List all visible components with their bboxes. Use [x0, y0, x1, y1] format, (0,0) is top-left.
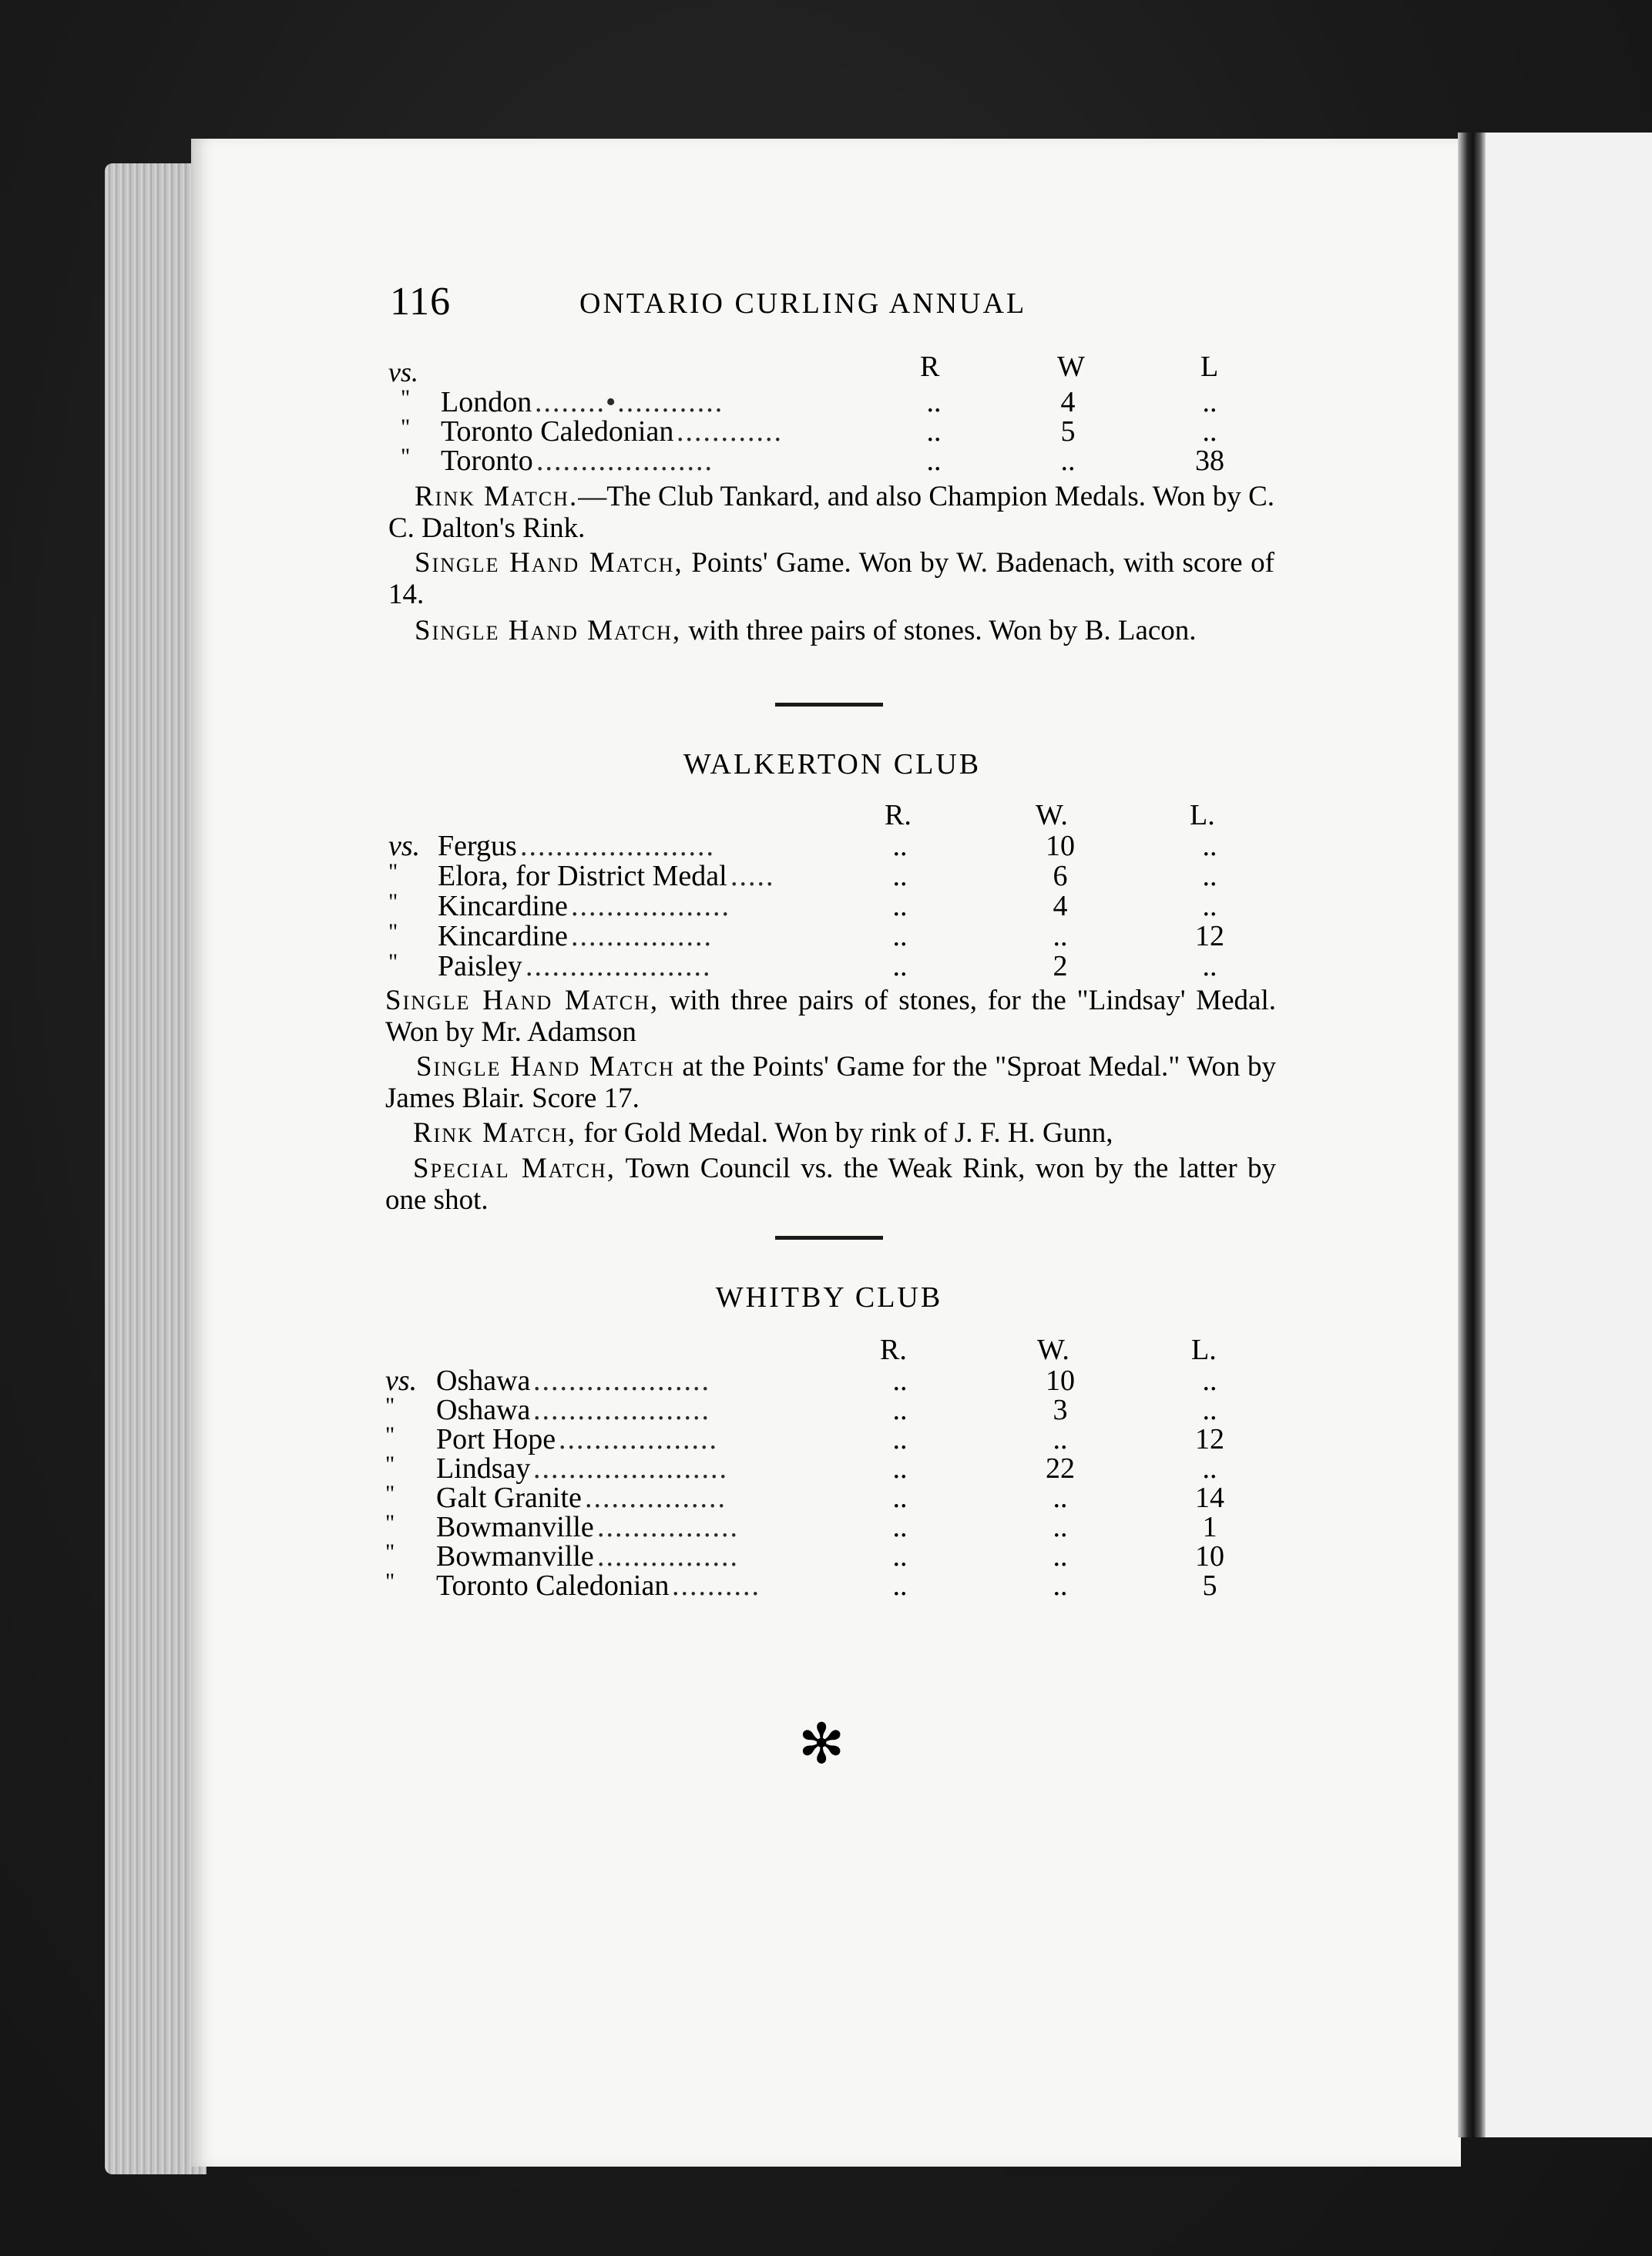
- row-cell-w: ..: [1053, 1423, 1068, 1455]
- row-prefix: ": [388, 889, 398, 915]
- top-col-r: R: [920, 351, 940, 383]
- row-cell-l: ..: [1202, 1394, 1217, 1426]
- top-vs-label: vs.: [388, 357, 418, 388]
- table-row: [0, 919, 1224, 952]
- top-col-l: L: [1200, 351, 1219, 383]
- table-row: [0, 889, 1217, 922]
- book-spine: [1458, 133, 1486, 2137]
- row-opponent: Elora, for District Medal: [438, 860, 727, 892]
- note-rink-match: Rink Match.—The Club Tankard, and also Champion Medals. Won by C. C. Dalton's Rink.: [388, 481, 1275, 544]
- row-cell-w: 5: [1060, 415, 1076, 448]
- row-cell-w: ..: [1053, 920, 1068, 952]
- row-prefix: ": [401, 444, 411, 469]
- row-opponent: Paisley: [438, 950, 522, 982]
- row-cell-w: 6: [1053, 860, 1068, 892]
- row-cell-r: ..: [892, 950, 908, 982]
- row-cell-l: 5: [1202, 1569, 1217, 1602]
- row-cell-l: ..: [1202, 1452, 1217, 1485]
- row-opponent: Bowmanville: [436, 1540, 594, 1573]
- row-prefix: ": [388, 949, 398, 975]
- row-opponent: Bowmanville: [436, 1511, 594, 1543]
- row-cell-r: ..: [892, 860, 908, 892]
- row-leader-dots: .....: [730, 860, 775, 892]
- table-row: [0, 1393, 1217, 1426]
- row-cell-w: 3: [1053, 1394, 1068, 1426]
- row-opponent: Fergus: [438, 830, 517, 862]
- row-cell-w: ..: [1053, 1511, 1068, 1543]
- row-cell-r: ..: [892, 920, 908, 952]
- row-prefix: ": [385, 1422, 395, 1448]
- tailpiece-ornament: ✻: [798, 1714, 845, 1775]
- row-cell-r: ..: [892, 1365, 908, 1397]
- row-cell-w: 22: [1046, 1452, 1075, 1485]
- row-leader-dots: ..........: [672, 1569, 761, 1602]
- table-row: [0, 385, 1217, 418]
- row-cell-r: ..: [892, 1452, 908, 1485]
- row-leader-dots: ......................: [520, 830, 715, 862]
- table-row: [0, 1510, 1217, 1543]
- row-opponent: Toronto Caledonian: [441, 415, 674, 448]
- row-cell-r: ..: [926, 386, 942, 418]
- walkerton-col-w: W.: [1036, 799, 1068, 831]
- row-prefix: ": [388, 859, 398, 885]
- row-leader-dots: ................: [571, 920, 713, 952]
- table-row: [0, 415, 1217, 448]
- whitby-title: WHITBY CLUB: [715, 1281, 943, 1314]
- row-cell-r: ..: [892, 890, 908, 922]
- row-leader-dots: ......................: [533, 1452, 728, 1485]
- row-leader-dots: ....................: [536, 445, 714, 477]
- row-cell-l: 1: [1202, 1511, 1217, 1543]
- row-leader-dots: ..................: [559, 1423, 718, 1455]
- whitby-col-w: W.: [1037, 1334, 1069, 1366]
- row-leader-dots: ................: [597, 1511, 739, 1543]
- note-single-hand-points: Single Hand Match, Points' Game. Won by W. Badenach, with score of 14.: [388, 547, 1274, 610]
- row-cell-r: ..: [892, 830, 908, 862]
- row-leader-dots: ............: [677, 415, 783, 448]
- row-cell-l: ..: [1202, 890, 1217, 922]
- row-opponent: Kincardine: [438, 890, 568, 922]
- table-row: [0, 1569, 1217, 1602]
- row-cell-r: ..: [892, 1540, 908, 1573]
- whitby-col-l: L.: [1191, 1334, 1217, 1366]
- section-divider-2: [775, 1236, 883, 1240]
- table-row: [0, 859, 1217, 892]
- row-cell-w: 10: [1046, 830, 1075, 862]
- row-opponent: Kincardine: [438, 920, 568, 952]
- row-opponent: Port Hope: [436, 1423, 556, 1455]
- row-leader-dots: ....................: [533, 1365, 710, 1397]
- row-cell-r: ..: [892, 1482, 908, 1514]
- facing-page: [1481, 133, 1652, 2137]
- walkerton-note-lindsay: Single Hand Match, with three pairs of stones, for the "Lindsay' Medal. Won by Mr. Adamson: [385, 985, 1276, 1048]
- walkerton-col-r: R.: [885, 799, 912, 831]
- row-cell-r: ..: [892, 1423, 908, 1455]
- row-cell-l: 10: [1195, 1540, 1224, 1573]
- row-leader-dots: ................: [597, 1540, 739, 1573]
- row-cell-r: ..: [892, 1569, 908, 1602]
- row-cell-r: ..: [892, 1394, 908, 1426]
- row-cell-w: 2: [1053, 950, 1068, 982]
- row-cell-w: ..: [1053, 1482, 1068, 1514]
- row-leader-dots: ..................: [571, 890, 730, 922]
- row-prefix: ": [401, 415, 411, 440]
- row-cell-w: ..: [1060, 445, 1076, 477]
- row-prefix: ": [385, 1510, 395, 1536]
- row-leader-dots: ........•............: [535, 386, 724, 418]
- row-cell-r: ..: [892, 1511, 908, 1543]
- row-opponent: London: [441, 386, 532, 418]
- walkerton-title: WALKERTON CLUB: [683, 748, 982, 781]
- row-prefix: ": [388, 919, 398, 945]
- whitby-col-r: R.: [880, 1334, 907, 1366]
- row-opponent: Galt Granite: [436, 1482, 582, 1514]
- row-opponent: Toronto: [441, 445, 533, 477]
- row-cell-l: ..: [1202, 830, 1217, 862]
- row-opponent: Lindsay: [436, 1452, 531, 1485]
- row-cell-l: ..: [1202, 1365, 1217, 1397]
- table-row: [0, 829, 1217, 862]
- row-prefix: ": [401, 385, 411, 411]
- row-prefix: ": [385, 1539, 395, 1565]
- row-cell-r: ..: [926, 445, 942, 477]
- row-prefix: vs.: [385, 1365, 418, 1397]
- row-cell-l: ..: [1202, 950, 1217, 982]
- row-prefix: ": [385, 1393, 395, 1418]
- row-cell-w: ..: [1053, 1569, 1068, 1602]
- page-header: [390, 279, 1160, 325]
- row-leader-dots: .....................: [525, 950, 712, 982]
- table-row: [0, 949, 1217, 982]
- table-row: [0, 1364, 1217, 1397]
- walkerton-col-l: L.: [1190, 799, 1215, 831]
- walkerton-note-sproat: Single Hand Match at the Points' Game for the "Sproat Medal." Won by James Blair. Score 17.: [385, 1051, 1276, 1114]
- row-leader-dots: ....................: [533, 1394, 710, 1426]
- row-cell-w: 4: [1060, 386, 1076, 418]
- row-cell-l: 12: [1195, 1423, 1224, 1455]
- row-cell-l: ..: [1202, 415, 1217, 448]
- row-prefix: ": [385, 1481, 395, 1506]
- row-cell-l: ..: [1202, 860, 1217, 892]
- row-cell-w: 4: [1053, 890, 1068, 922]
- row-cell-l: 12: [1195, 920, 1224, 952]
- row-leader-dots: ................: [585, 1482, 727, 1514]
- row-cell-r: ..: [926, 415, 942, 448]
- row-opponent: Oshawa: [436, 1394, 531, 1426]
- row-cell-w: ..: [1053, 1540, 1068, 1573]
- walkerton-note-special: Special Match, Town Council vs. the Weak Rink, won by the latter by one shot.: [385, 1153, 1277, 1216]
- note-single-hand-stones: Single Hand Match, with three pairs of stones. Won by B. Lacon.: [415, 615, 1197, 646]
- table-row: [0, 1539, 1224, 1573]
- row-prefix: vs.: [388, 830, 421, 862]
- row-opponent: Toronto Caledonian: [436, 1569, 670, 1602]
- walkerton-note-gold: Rink Match, for Gold Medal. Won by rink of J. F. H. Gunn,: [413, 1117, 1113, 1149]
- section-divider-1: [775, 703, 883, 707]
- row-opponent: Oshawa: [436, 1365, 531, 1397]
- row-cell-l: 14: [1195, 1482, 1224, 1514]
- top-col-w: W: [1057, 351, 1085, 383]
- row-cell-l: 38: [1195, 445, 1224, 477]
- row-cell-w: 10: [1046, 1365, 1075, 1397]
- table-row: [0, 1422, 1224, 1455]
- table-row: [0, 1452, 1217, 1485]
- row-prefix: ": [385, 1452, 395, 1477]
- table-row: [0, 1481, 1224, 1514]
- row-prefix: ": [385, 1569, 395, 1594]
- row-cell-l: ..: [1202, 386, 1217, 418]
- running-title: ONTARIO CURLING ANNUAL: [579, 287, 1027, 320]
- table-row: [0, 444, 1224, 477]
- page-number: 116: [390, 280, 452, 324]
